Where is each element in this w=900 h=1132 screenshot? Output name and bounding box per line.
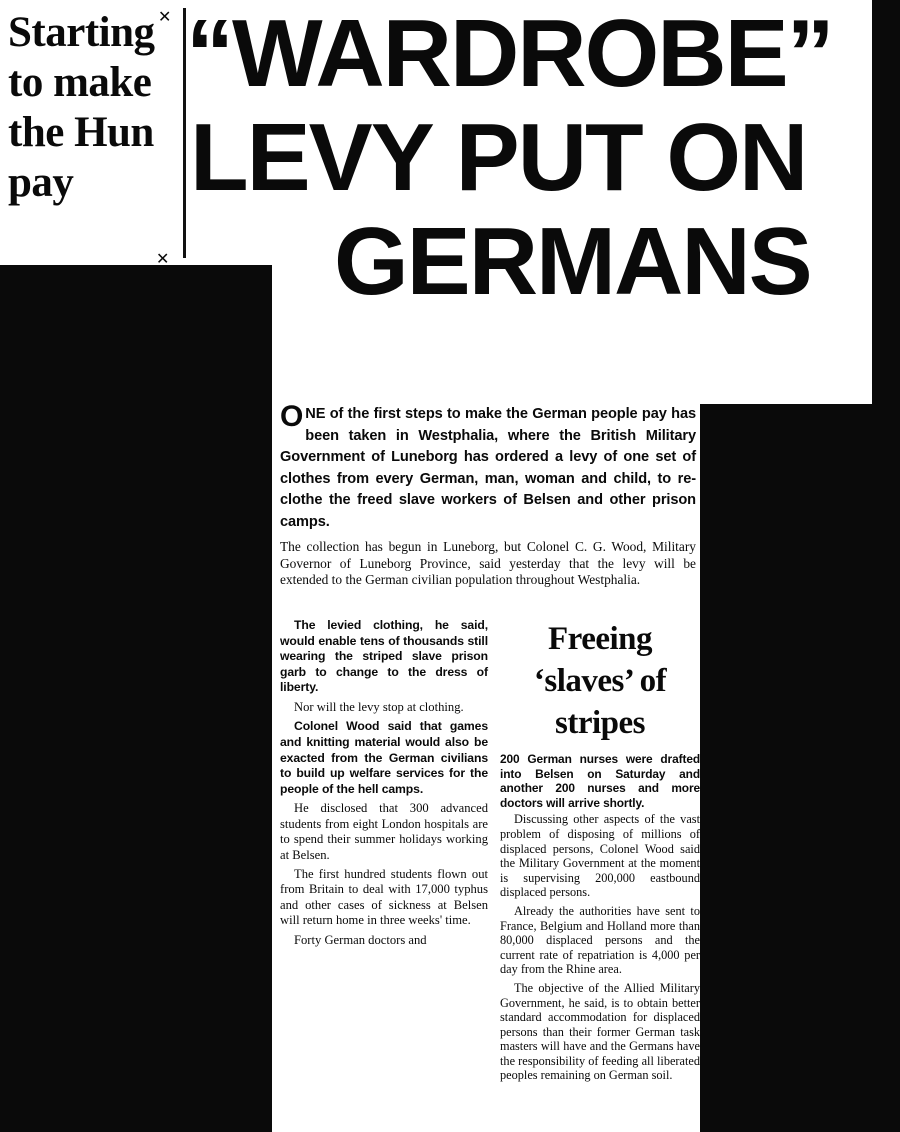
paragraph: 200 German nurses were drafted into Belsen on Saturday and another 200 nurses and more doctors will arrive shortly. <box>500 752 700 810</box>
lead-text: NE of the first steps to make the German people pay has been taken in Westphalia, where the British Military Government of Luneborg has ordered a levy of one set of clothes from every German, man, woman and child, to re-clothe the freed slave workers of Belsen and other prison camps. <box>280 406 696 530</box>
paragraph: Nor will the levy stop at clothing. <box>294 699 464 714</box>
right-column-body <box>500 752 700 1083</box>
kicker-line-1: Starting <box>8 9 155 56</box>
main-headline <box>186 2 886 314</box>
article-column-left <box>280 618 488 952</box>
paragraph: Forty German doctors and <box>294 932 427 947</box>
cross-mark-icon: ✕ <box>158 9 172 26</box>
sub-headline <box>500 618 700 744</box>
drop-cap: O <box>280 400 304 433</box>
paragraph: Already the authorities have sent to France, Belgium and Holland more than 80,000 displaced persons and the current rate of repatriation is 4,000 per day from the Rhine area. <box>500 903 700 977</box>
paragraph: The first hundred students flown out from Britain to deal with 17,000 typhus and other cases of sickness at Belsen will return home in three weeks' time. <box>280 866 488 928</box>
kicker-line-3: the Hun <box>8 109 154 156</box>
paragraph: Discussing other aspects of the vast problem of disposing of millions of displaced persons, Colonel Wood said the Military Government at the moment is supervising 200,000 eastbound displaced persons. <box>500 812 700 900</box>
article-columns <box>280 618 700 1132</box>
subhead-line-1: Freeing <box>547 621 653 657</box>
headline-line-1: “WARDROBE” <box>186 0 833 107</box>
paragraph: He disclosed that 300 advanced students from eight London hospitals are to spend their summer holidays working at Belsen. <box>280 801 488 862</box>
cross-mark-icon-bottom: ✕ <box>156 251 170 268</box>
kicker-headline <box>8 8 186 268</box>
article-lead-block <box>280 400 696 589</box>
paragraph: Colonel Wood said that games and knitting material would also be exacted from the German civilians to build up welfare services for the people of the hell camps. <box>280 719 488 796</box>
kicker-line-2: to make <box>8 59 152 106</box>
scan-edge-block-right <box>700 404 900 1132</box>
subhead-line-3: stripes <box>555 705 645 741</box>
lead-paragraph <box>280 400 696 533</box>
kicker-line-4: pay <box>8 159 74 206</box>
paragraph: The objective of the Allied Military Government, he said, is to obtain better standard accommodation for displaced persons than their former German task masters will have and the Germans have the responsibility of feeding all liberated peoples remaining on German soil. <box>500 980 700 1083</box>
scan-edge-block-left <box>0 265 272 1132</box>
paragraph: The levied clothing, he said, would enable tens of thousands still wearing the striped slave prison garb to change to the dress of liberty. <box>280 618 488 695</box>
subhead-line-2: ‘slaves’ of <box>533 663 667 699</box>
article-column-right <box>500 618 700 1087</box>
headline-line-3: GERMANS <box>334 208 811 315</box>
headline-line-2: LEVY PUT ON <box>190 104 807 211</box>
lead-follow-paragraph: The collection has begun in Luneborg, but Colonel C. G. Wood, Military Governor of Luneborg Province, said yesterday that the levy will be extended to the German civilian population throughout Westphalia. <box>280 539 696 588</box>
